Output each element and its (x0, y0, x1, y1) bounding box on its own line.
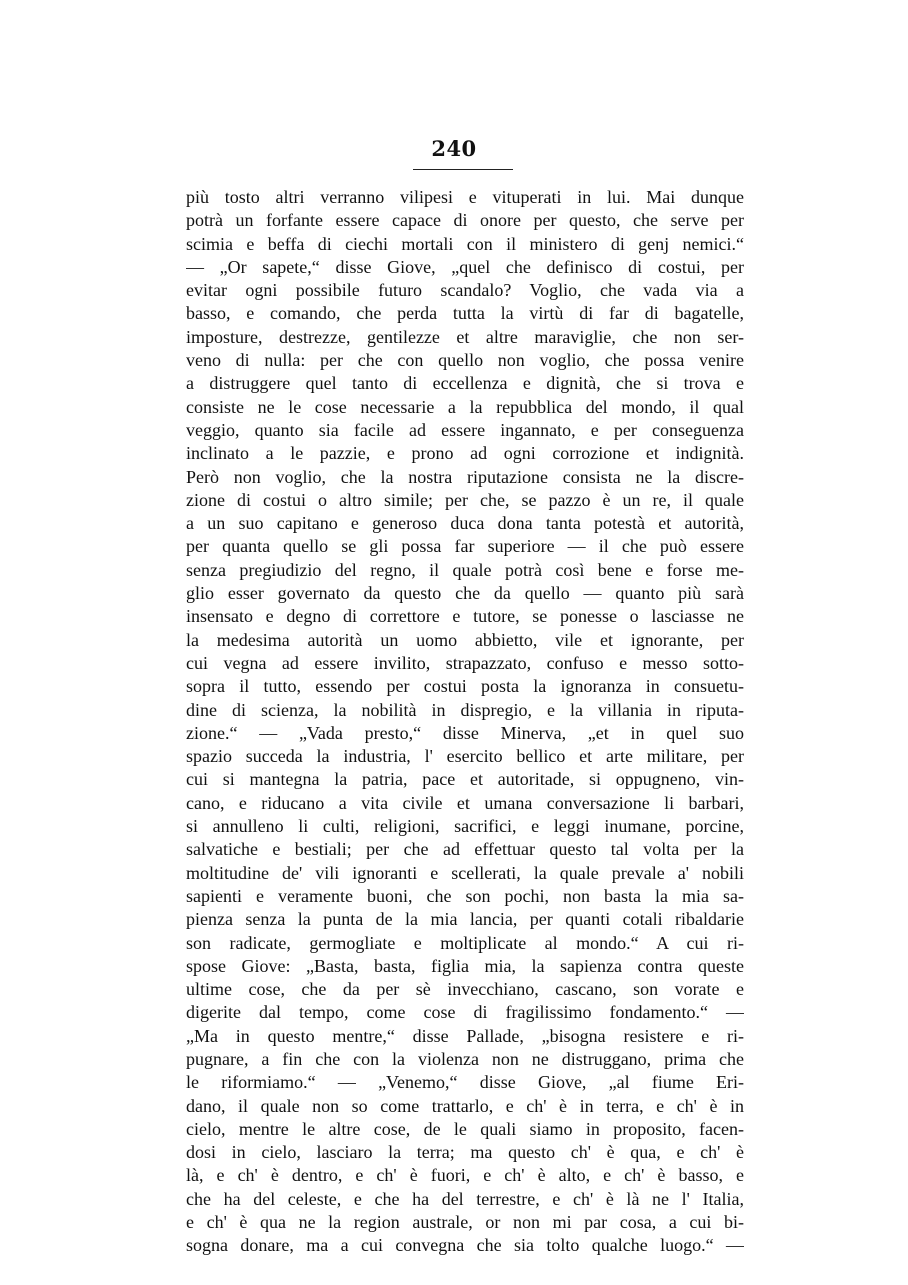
text-line: veno di nulla: per che con quello non voglio, che possa venire (186, 350, 744, 371)
text-line: scimia e beffa di ciechi mortali con il ministero di genj nemici.“ (186, 233, 744, 254)
text-line: basso, e comando, che perda tutta la virtù di far di bagatelle, (186, 303, 744, 324)
text-line: e ch' è qua ne la region australe, or non mi par cosa, a cui bi- (186, 1212, 744, 1233)
text-line: senza pregiudizio del regno, il quale potrà così bene e forse me- (186, 559, 744, 580)
text-line: cano, e riducano a vita civile et umana conversazione li barbari, (186, 792, 744, 813)
text-line: inclinato a le pazzie, e prono ad ogni corrozione et indignità. (186, 443, 744, 464)
text-line: — „Or sapete,“ disse Giove, „quel che definisco di costui, per (186, 256, 744, 277)
text-line: la medesima autorità un uomo abbietto, vile et ignorante, per (186, 629, 744, 650)
text-line: spazio succeda la industria, l' esercito bellico et arte militare, per (186, 746, 744, 767)
text-line: digerite dal tempo, come cose di fragilissimo fondamento.“ — (186, 1002, 744, 1023)
body-text (186, 186, 744, 1258)
text-line: a distruggere quel tanto di eccellenza e dignità, che si trova e (186, 373, 744, 394)
text-line: pugnare, a fin che con la violenza non ne distruggano, prima che (186, 1048, 744, 1069)
text-line: Però non voglio, che la nostra riputazione consista ne la discre- (186, 466, 744, 487)
text-line: cui vegna ad essere invilito, strapazzato, confuso e messo sotto- (186, 652, 744, 673)
text-line: dosi in cielo, lasciaro la terra; ma questo ch' è qua, e ch' è (186, 1142, 744, 1163)
text-line: imposture, destrezze, gentilezze et altre maraviglie, che non ser- (186, 326, 744, 347)
text-line: veggio, quanto sia facile ad essere ingannato, e per conseguenza (186, 419, 744, 440)
text-line: là, e ch' è dentro, e ch' è fuori, e ch' è alto, e ch' è basso, e (186, 1165, 744, 1186)
text-line: si annulleno li culti, religioni, sacrifici, e leggi inumane, porcine, (186, 816, 744, 837)
text-line: per quanta quello se gli possa far superiore — il che può essere (186, 536, 744, 557)
text-line: più tosto altri verranno vilipesi e vituperati in lui. Mai dunque (186, 187, 744, 207)
text-line: cui si mantegna la patria, pace et autoritade, si oppugneno, vin- (186, 769, 744, 790)
text-line: moltitudine de' vili ignoranti e scellerati, la quale prevale a' nobili (186, 862, 744, 883)
text-line: potrà un forfante essere capace di onore per questo, che serve per (186, 210, 744, 231)
text-line: dine di scienza, la nobilità in dispregio, e la villania in riputa- (186, 699, 744, 720)
text-line: sogna donare, ma a cui convegna che sia tolto qualche luogo.“ — (186, 1235, 744, 1256)
text-line: salvatiche e bestiali; per che ad effettuar questo tal volta per la (186, 839, 744, 860)
page-number: 240 (431, 136, 477, 161)
header-rule (413, 169, 513, 170)
text-line: „Ma in questo mentre,“ disse Pallade, „bisogna resistere e ri- (186, 1025, 744, 1046)
text-line: insensato e degno di correttore e tutore, se ponesse o lasciasse ne (186, 606, 744, 627)
text-line: evitar ogni possibile futuro scandalo? Voglio, che vada via a (186, 280, 744, 301)
text-line: ultime cose, che da per sè invecchiano, cascano, son vorate e (186, 979, 744, 1000)
text-line: dano, il quale non so come trattarlo, e ch' è in terra, e ch' è in (186, 1095, 744, 1116)
text-line: son radicate, germogliate e moltiplicate al mondo.“ A cui ri- (186, 932, 744, 953)
text-line: che ha del celeste, e che ha del terrestre, e ch' è là ne l' Italia, (186, 1188, 744, 1209)
text-line: zione di costui o altro simile; per che, se pazzo è un re, il quale (186, 489, 744, 510)
text-line: spose Giove: „Basta, basta, figlia mia, la sapienza contra queste (186, 955, 744, 976)
text-line: a un suo capitano e generoso duca dona tanta potestà et autorità, (186, 513, 744, 534)
text-line: sapienti e veramente buoni, che son pochi, non basta la mia sa- (186, 885, 744, 906)
text-line: pienza senza la punta de la mia lancia, per quanti cotali ribaldarie (186, 909, 744, 930)
text-line: glio esser governato da questo che da quello — quanto più sarà (186, 583, 744, 604)
text-line: cielo, mentre le altre cose, de le quali siamo in proposito, facen- (186, 1118, 744, 1139)
text-line: sopra il tutto, essendo per costui posta la ignoranza in consuetu- (186, 676, 744, 697)
text-line: le riformiamo.“ — „Venemo,“ disse Giove, „al fiume Eri- (186, 1072, 744, 1093)
text-line: zione.“ — „Vada presto,“ disse Minerva, „et in quel suo (186, 722, 744, 743)
text-line: consiste ne le cose necessarie a la repubblica del mondo, il qual (186, 396, 744, 417)
